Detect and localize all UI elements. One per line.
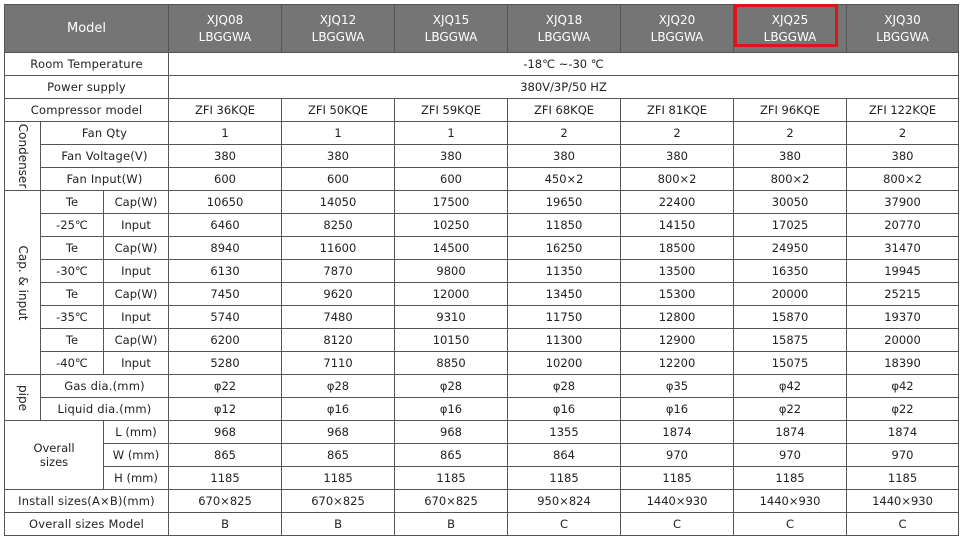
table-cell: ZFI 81KQE — [621, 99, 734, 122]
table-cell: 30050 — [734, 191, 847, 214]
input-label: Input — [104, 260, 169, 283]
table-cell: 1185 — [282, 467, 395, 490]
cap-label: Cap(W) — [104, 191, 169, 214]
table-cell: 14150 — [621, 214, 734, 237]
table-cell: ZFI 68KQE — [508, 99, 621, 122]
table-cell: 1185 — [169, 467, 282, 490]
model-suffix: LBGGWA — [763, 29, 817, 44]
header-row — [5, 5, 959, 53]
table-cell: 20000 — [847, 329, 959, 352]
table-cell: 1440×930 — [847, 490, 959, 513]
table-cell: ZFI 59KQE — [395, 99, 508, 122]
model-name: XJQ08 — [206, 12, 244, 27]
condenser-fan-qty-row — [5, 122, 959, 145]
model-header: Model — [5, 5, 169, 53]
pipe-group-label — [5, 375, 41, 421]
table-cell: 1874 — [734, 421, 847, 444]
pipe-gas-row — [5, 375, 959, 398]
row-label: Overall sizes Model — [5, 513, 169, 536]
table-cell: 1185 — [621, 467, 734, 490]
model-name: XJQ30 — [884, 12, 921, 27]
input-row — [5, 260, 959, 283]
temp-label: -40℃ — [41, 352, 104, 375]
table-cell: 1 — [282, 122, 395, 145]
table-cell: 20770 — [847, 214, 959, 237]
table-cell: 19945 — [847, 260, 959, 283]
table-cell: 12000 — [395, 283, 508, 306]
table-cell: φ42 — [734, 375, 847, 398]
table-cell: 670×825 — [395, 490, 508, 513]
row-label: L (mm) — [104, 421, 169, 444]
table-cell: B — [395, 513, 508, 536]
cap-row — [5, 283, 959, 306]
table-cell: 6130 — [169, 260, 282, 283]
table-cell: 19650 — [508, 191, 621, 214]
input-label: Input — [104, 352, 169, 375]
table-cell: C — [508, 513, 621, 536]
table-cell: 20000 — [734, 283, 847, 306]
table-cell: 9800 — [395, 260, 508, 283]
table-cell: 1 — [169, 122, 282, 145]
table-cell: 1355 — [508, 421, 621, 444]
table-cell: 1185 — [847, 467, 959, 490]
table-cell: 10650 — [169, 191, 282, 214]
input-label: Input — [104, 306, 169, 329]
table-cell: 13450 — [508, 283, 621, 306]
table-cell: 865 — [282, 444, 395, 467]
model-name: XJQ25 — [771, 12, 809, 27]
table-cell: 24950 — [734, 237, 847, 260]
table-cell: 31470 — [847, 237, 959, 260]
model-suffix: LBGGWA — [311, 29, 365, 44]
table-cell: 18500 — [621, 237, 734, 260]
table-cell: 16350 — [734, 260, 847, 283]
row-label: W (mm) — [104, 444, 169, 467]
condenser-group-label — [5, 122, 41, 191]
table-cell: 8120 — [282, 329, 395, 352]
te-label: Te — [41, 329, 104, 352]
cap-label: Cap(W) — [104, 283, 169, 306]
table-cell: 968 — [169, 421, 282, 444]
room-temperature-value: -18℃ ~-30 ℃ — [169, 53, 959, 76]
cap-row — [5, 329, 959, 352]
table-cell: φ35 — [621, 375, 734, 398]
table-cell: 15300 — [621, 283, 734, 306]
table-cell: φ28 — [395, 375, 508, 398]
table-cell: φ42 — [847, 375, 959, 398]
cap-input-group-label — [5, 191, 41, 375]
table-cell: 8850 — [395, 352, 508, 375]
temp-label: -30℃ — [41, 260, 104, 283]
cap-row — [5, 191, 959, 214]
table-cell: 14050 — [282, 191, 395, 214]
row-label: Fan Voltage(V) — [41, 145, 169, 168]
table-cell: 10250 — [395, 214, 508, 237]
table-cell: B — [282, 513, 395, 536]
install-sizes-row — [5, 490, 959, 513]
table-cell: 600 — [395, 168, 508, 191]
table-cell: 19370 — [847, 306, 959, 329]
row-label: Power supply — [5, 76, 169, 99]
table-cell: 15870 — [734, 306, 847, 329]
group-label-text: pipe — [15, 384, 30, 411]
table-cell: ZFI 96KQE — [734, 99, 847, 122]
model-col-header — [169, 5, 282, 53]
table-cell: 1185 — [395, 467, 508, 490]
table-cell: ZFI 122KQE — [847, 99, 959, 122]
table-cell: 968 — [282, 421, 395, 444]
table-cell: 11850 — [508, 214, 621, 237]
table-cell: 6460 — [169, 214, 282, 237]
group-label-line: sizes — [39, 455, 69, 469]
table-cell: 17500 — [395, 191, 508, 214]
table-cell: 15075 — [734, 352, 847, 375]
power-supply-value: 380V/3P/50 HZ — [169, 76, 959, 99]
row-label: Fan Input(W) — [41, 168, 169, 191]
table-cell: φ16 — [508, 398, 621, 421]
table-cell: 12200 — [621, 352, 734, 375]
input-row — [5, 352, 959, 375]
pipe-liquid-row — [5, 398, 959, 421]
table-cell: φ22 — [734, 398, 847, 421]
table-cell: 380 — [621, 145, 734, 168]
table-cell: C — [621, 513, 734, 536]
table-cell: 865 — [169, 444, 282, 467]
table-cell: 18390 — [847, 352, 959, 375]
group-label-text: Condenser — [15, 123, 30, 189]
table-cell: 7450 — [169, 283, 282, 306]
row-label: Compressor model — [5, 99, 169, 122]
model-suffix: LBGGWA — [650, 29, 704, 44]
row-label: Install sizes(A×B)(mm) — [5, 490, 169, 513]
table-cell: 968 — [395, 421, 508, 444]
table-cell: 970 — [621, 444, 734, 467]
table-cell: 8250 — [282, 214, 395, 237]
table-cell: 22400 — [621, 191, 734, 214]
cap-label: Cap(W) — [104, 329, 169, 352]
model-col-header — [508, 5, 621, 53]
size-h-row — [5, 467, 959, 490]
cap-row — [5, 237, 959, 260]
table-cell: ZFI 36KQE — [169, 99, 282, 122]
table-cell: 13500 — [621, 260, 734, 283]
table-cell: C — [847, 513, 959, 536]
table-cell: 5740 — [169, 306, 282, 329]
table-cell: φ12 — [169, 398, 282, 421]
table-cell: 865 — [395, 444, 508, 467]
table-cell: 6200 — [169, 329, 282, 352]
table-cell: 15875 — [734, 329, 847, 352]
table-cell: 10150 — [395, 329, 508, 352]
table-cell: 950×824 — [508, 490, 621, 513]
table-cell: 8940 — [169, 237, 282, 260]
model-col-header — [282, 5, 395, 53]
table-cell: φ28 — [508, 375, 621, 398]
table-cell: 10200 — [508, 352, 621, 375]
model-suffix: LBGGWA — [537, 29, 591, 44]
condenser-fan-input-row — [5, 168, 959, 191]
table-cell: 2 — [847, 122, 959, 145]
size-l-row — [5, 421, 959, 444]
table-cell: ZFI 50KQE — [282, 99, 395, 122]
table-cell: 800×2 — [847, 168, 959, 191]
condenser-fan-voltage-row — [5, 145, 959, 168]
table-cell: φ16 — [282, 398, 395, 421]
model-name: XJQ18 — [545, 12, 583, 27]
model-col-header — [621, 5, 734, 53]
group-label-text: Cap. & input — [15, 244, 30, 321]
table-cell: 670×825 — [282, 490, 395, 513]
table-cell: 1440×930 — [734, 490, 847, 513]
table-cell: 12800 — [621, 306, 734, 329]
table-cell: 25215 — [847, 283, 959, 306]
table-cell: φ28 — [282, 375, 395, 398]
table-cell: 600 — [169, 168, 282, 191]
table-cell: 12900 — [621, 329, 734, 352]
model-col-header — [395, 5, 508, 53]
te-label: Te — [41, 283, 104, 306]
model-col-header — [847, 5, 959, 53]
table-cell: 11350 — [508, 260, 621, 283]
table-cell: 1874 — [847, 421, 959, 444]
table-cell: 11600 — [282, 237, 395, 260]
size-w-row — [5, 444, 959, 467]
overall-sizes-group-label — [5, 421, 104, 490]
model-name: XJQ15 — [432, 12, 470, 27]
table-cell: 2 — [621, 122, 734, 145]
table-cell: 37900 — [847, 191, 959, 214]
table-cell: φ22 — [847, 398, 959, 421]
table-cell: φ22 — [169, 375, 282, 398]
table-cell: 670×825 — [169, 490, 282, 513]
row-label: Gas dia.(mm) — [41, 375, 169, 398]
table-cell: 1185 — [508, 467, 621, 490]
table-cell: 17025 — [734, 214, 847, 237]
table-cell: 7110 — [282, 352, 395, 375]
table-cell: 380 — [847, 145, 959, 168]
power-supply-row — [5, 76, 959, 99]
room-temperature-row — [5, 53, 959, 76]
input-row — [5, 306, 959, 329]
table-cell: 7870 — [282, 260, 395, 283]
table-cell: 864 — [508, 444, 621, 467]
model-suffix: LBGGWA — [198, 29, 252, 44]
table-cell: 800×2 — [621, 168, 734, 191]
row-label: H (mm) — [104, 467, 169, 490]
cap-label: Cap(W) — [104, 237, 169, 260]
group-label-line: Overall — [33, 441, 75, 455]
table-cell: 380 — [169, 145, 282, 168]
compressor-row — [5, 99, 959, 122]
te-label: Te — [41, 237, 104, 260]
input-row — [5, 214, 959, 237]
table-cell: 11750 — [508, 306, 621, 329]
model-name: XJQ20 — [658, 12, 696, 27]
table-cell: 16250 — [508, 237, 621, 260]
table-cell: φ16 — [395, 398, 508, 421]
table-cell: C — [734, 513, 847, 536]
table-cell: 2 — [734, 122, 847, 145]
table-cell: 380 — [395, 145, 508, 168]
row-label: Liquid dia.(mm) — [41, 398, 169, 421]
table-cell: 380 — [508, 145, 621, 168]
table-cell: 5280 — [169, 352, 282, 375]
table-cell: 7480 — [282, 306, 395, 329]
table-cell: 600 — [282, 168, 395, 191]
table-cell: 14500 — [395, 237, 508, 260]
row-label: Room Temperature — [5, 53, 169, 76]
spec-table — [4, 4, 959, 536]
table-cell: 1185 — [734, 467, 847, 490]
table-cell: 800×2 — [734, 168, 847, 191]
table-cell: 380 — [282, 145, 395, 168]
table-cell: 9310 — [395, 306, 508, 329]
temp-label: -35℃ — [41, 306, 104, 329]
temp-label: -25℃ — [41, 214, 104, 237]
row-label: Fan Qty — [41, 122, 169, 145]
model-suffix: LBGGWA — [424, 29, 478, 44]
table-cell: 970 — [847, 444, 959, 467]
table-cell: 380 — [734, 145, 847, 168]
table-cell: 1440×930 — [621, 490, 734, 513]
table-cell: 450×2 — [508, 168, 621, 191]
table-cell: 2 — [508, 122, 621, 145]
input-label: Input — [104, 214, 169, 237]
table-cell: 970 — [734, 444, 847, 467]
table-cell: 11300 — [508, 329, 621, 352]
table-cell: 1 — [395, 122, 508, 145]
model-name: XJQ12 — [319, 12, 357, 27]
table-cell: 9620 — [282, 283, 395, 306]
model-suffix: LBGGWA — [876, 29, 929, 44]
model-col-header-highlighted — [734, 5, 847, 53]
overall-sizes-model-row — [5, 513, 959, 536]
table-cell: B — [169, 513, 282, 536]
table-cell: φ16 — [621, 398, 734, 421]
te-label: Te — [41, 191, 104, 214]
table-cell: 1874 — [621, 421, 734, 444]
